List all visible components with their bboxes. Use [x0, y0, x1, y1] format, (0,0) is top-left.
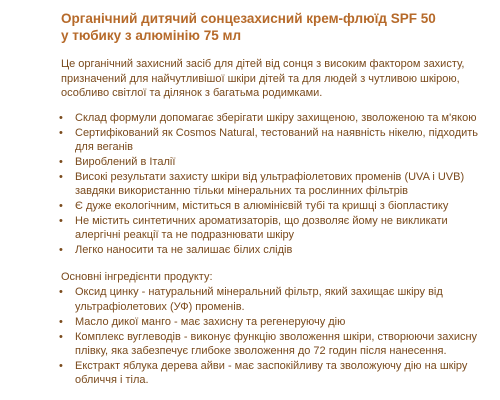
- features-list: [61, 111, 492, 258]
- product-title: [61, 10, 492, 44]
- feature-item: • Є дуже екологічним, міститься в алюмінієвій тубі та кришці з біопластику: [61, 199, 492, 213]
- ingredient-item: • Комплекс вуглеводів - виконує функцію зволоження шкіри, створюючи захисну плівку, яка забезпечує глибоке зволоження до 72 годин після нанесення.: [61, 330, 492, 358]
- ingredient-item: • Оксид цинку - натуральний мінеральний фільтр, який захищає шкіру від ультрафіолетових (УФ) променів.: [61, 285, 492, 313]
- feature-item: • Не містить синтетичних ароматизаторів, що дозволяє йому не викликати алергічні реакції та не подразнювати шкіру: [61, 214, 492, 242]
- product-title-line-1: Органічний дитячий сонцезахисний крем-флюїд SPF 50: [61, 11, 436, 26]
- ingredients-list: [61, 285, 492, 387]
- ingredient-item: • Масло дикої манго - має захисну та регенеруючу дію: [61, 315, 492, 329]
- feature-item: • Легко наносити та не залишає білих слідів: [61, 243, 492, 257]
- feature-item: • Сертифікований як Cosmos Natural, тестований на наявність нікелю, підходить для веганів: [61, 126, 492, 154]
- feature-item: • Склад формули допомагає зберігати шкіру захищеною, зволоженою та м'якою: [61, 111, 492, 125]
- ingredient-item: • Екстракт яблука дерева айви - має заспокійливу та зволожуючу дію на шкіру обличчя і тіла.: [61, 359, 492, 387]
- intro-paragraph: Це органічний захисний засіб для дітей від сонця з високим фактором захисту, призначений для найчутливішої шкіри дітей та для людей з чутливою шкірою, особливо світлої та ділянок з багатьма родимками.: [61, 58, 465, 99]
- feature-item: • Високі результати захисту шкіри від ультрафіолетових променів (UVA і UVB) завдяки використанню тільки мінеральних та рослинних фільтрів: [61, 170, 492, 198]
- ingredients-heading: Основні інгредієнти продукту:: [61, 271, 213, 284]
- feature-item: • Вироблений в Італії: [61, 155, 492, 169]
- product-title-line-2: у тюбику з алюмінію 75 мл: [61, 28, 242, 43]
